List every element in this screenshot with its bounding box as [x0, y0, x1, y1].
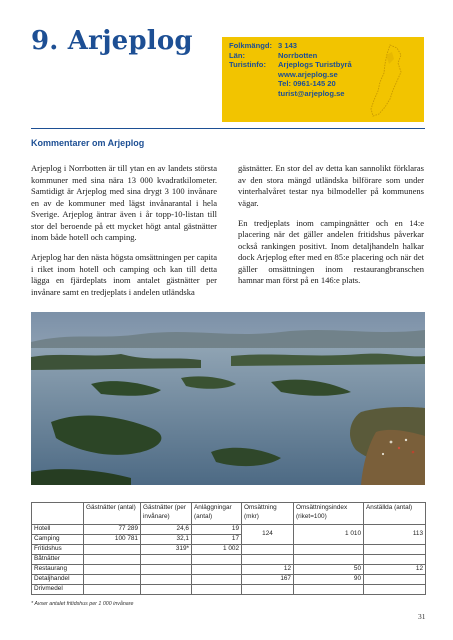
info-label: [229, 70, 278, 80]
column-header: Anläggningar (antal): [192, 503, 242, 525]
column-header: Omsättningsindex (riket=100): [294, 503, 364, 525]
email-link[interactable]: turist@arjeplog.se: [278, 88, 345, 98]
municipality-info-box: [222, 37, 424, 122]
info-row: [229, 89, 358, 99]
table-cell: [84, 545, 141, 555]
column-header: Omsättning (mkr): [242, 503, 294, 525]
section-heading: Kommentarer om Arjeplog: [31, 138, 145, 148]
info-row: [229, 60, 358, 70]
table-row: [32, 565, 426, 575]
paragraph: En tredjeplats inom campingnätter och en 14:e placering när det gäller andelen fritidshus påverkar också rankingen positivt. Inom detaljhandeln halkar dock Arjeplog efter med en 85:e placering och när det gäller omsättningen inom restaurangbranschen hamnar man först på en 146:e plats.: [238, 217, 424, 285]
table-row: [32, 545, 426, 555]
table-cell: [294, 555, 364, 565]
table-cell: [192, 575, 242, 585]
row-label: Drivmedel: [32, 585, 84, 595]
table-cell: 19: [192, 525, 242, 535]
merged-cell: 124: [242, 525, 294, 545]
table-cell: [192, 555, 242, 565]
row-label: Camping: [32, 535, 84, 545]
table-cell: [242, 585, 294, 595]
info-row: [229, 51, 358, 61]
table-cell: [294, 545, 364, 555]
info-value: Arjeplogs Turistbyrå: [278, 60, 352, 70]
table-row: [32, 525, 426, 535]
table-cell: [242, 545, 294, 555]
row-label: Restaurang: [32, 565, 84, 575]
table-cell: 12: [364, 565, 426, 575]
tourism-statistics-table: [31, 502, 426, 595]
website-link[interactable]: www.arjeplog.se: [278, 69, 338, 79]
row-label: Båtnätter: [32, 555, 84, 565]
info-table: [229, 41, 358, 99]
info-value: 3 143: [278, 41, 298, 50]
table-cell: 167: [242, 575, 294, 585]
table-cell: 17: [192, 535, 242, 545]
table-cell: [242, 555, 294, 565]
table-cell: [192, 585, 242, 595]
column-header: Gästnätter (antal): [84, 503, 141, 525]
table-cell: 12: [242, 565, 294, 575]
page-number: 31: [418, 612, 426, 621]
text-column-right: [238, 163, 424, 295]
table-cell: 24,6: [141, 525, 192, 535]
table-row: [32, 555, 426, 565]
table-cell: 100 781: [84, 535, 141, 545]
paragraph: Arjeplog har den nästa högsta omsättningen per capita i riket inom hotell och camping och kan till detta lägga en fjärdeplats inom antalet gästnätter per invånare samt en tredjeplats i andelen utländska: [31, 252, 217, 297]
landscape-photo: [31, 312, 425, 485]
column-header: Anställda (antal): [364, 503, 426, 525]
info-label: [229, 89, 278, 99]
table-footnote: * Avser antalet fritidshus per 1 000 invånare: [31, 601, 134, 607]
table-cell: [141, 575, 192, 585]
info-label: Folkmängd:: [229, 41, 273, 50]
table-cell: [84, 565, 141, 575]
info-row: [229, 79, 358, 89]
table-cell: [364, 555, 426, 565]
row-label: Fritidshus: [32, 545, 84, 555]
table-row: [32, 585, 426, 595]
table-cell: 32,1: [141, 535, 192, 545]
paragraph: gästnätter. En stor del av detta kan sannolikt förklaras av den stora mängd utländska bilförare som under vinterhalvåret testar nya bilmodeller på kommunens vägar.: [238, 163, 424, 208]
info-label: Turistinfo:: [229, 60, 266, 70]
table-cell: 50: [294, 565, 364, 575]
table-row: [32, 575, 426, 585]
table-cell: [364, 585, 426, 595]
merged-cell: 1 010: [294, 525, 364, 545]
table-cell: [141, 555, 192, 565]
table-cell: [141, 565, 192, 575]
table-cell: [84, 575, 141, 585]
table-cell: [364, 575, 426, 585]
table-cell: 77 289: [84, 525, 141, 535]
column-header: [32, 503, 84, 525]
row-label: Hotell: [32, 525, 84, 535]
lake-landscape-illustration: [31, 312, 425, 485]
info-value: Norrbotten: [278, 50, 318, 60]
sweden-map-icon: [360, 43, 420, 119]
table-cell: 90: [294, 575, 364, 585]
table-cell: [192, 565, 242, 575]
text-column-left: [31, 163, 217, 307]
info-label: Län:: [229, 50, 246, 60]
table-cell: [364, 545, 426, 555]
merged-cell: 113: [364, 525, 426, 545]
table-cell: [141, 585, 192, 595]
paragraph: Arjeplog i Norrbotten är till ytan en av landets största kommuner med sina nära 13 000 kvadratkilometer. Samtidigt är Arjeplog med sina drygt 3 100 invånare en av de kommuner med lägst invånarantal i hela Sverige. Arjeplog äntrar även i år topp-10-listan till stor del beroende på ett mycket högt antal gästnätter inom både hotell och camping.: [31, 163, 217, 242]
row-label: Detaljhandel: [32, 575, 84, 585]
phone-number: Tel: 0961-145 20: [278, 79, 336, 89]
table-cell: [84, 585, 141, 595]
header-divider: [31, 128, 425, 129]
table-cell: [84, 555, 141, 565]
info-row: [229, 41, 358, 51]
table-cell: 319*: [141, 545, 192, 555]
info-row: [229, 70, 358, 80]
column-header: Gästnätter (per invånare): [141, 503, 192, 525]
table-cell: 1 002: [192, 545, 242, 555]
page-title: 9. Arjeplog: [31, 26, 193, 56]
table-cell: [294, 585, 364, 595]
info-label: [229, 79, 278, 89]
table-header-row: [32, 503, 426, 525]
